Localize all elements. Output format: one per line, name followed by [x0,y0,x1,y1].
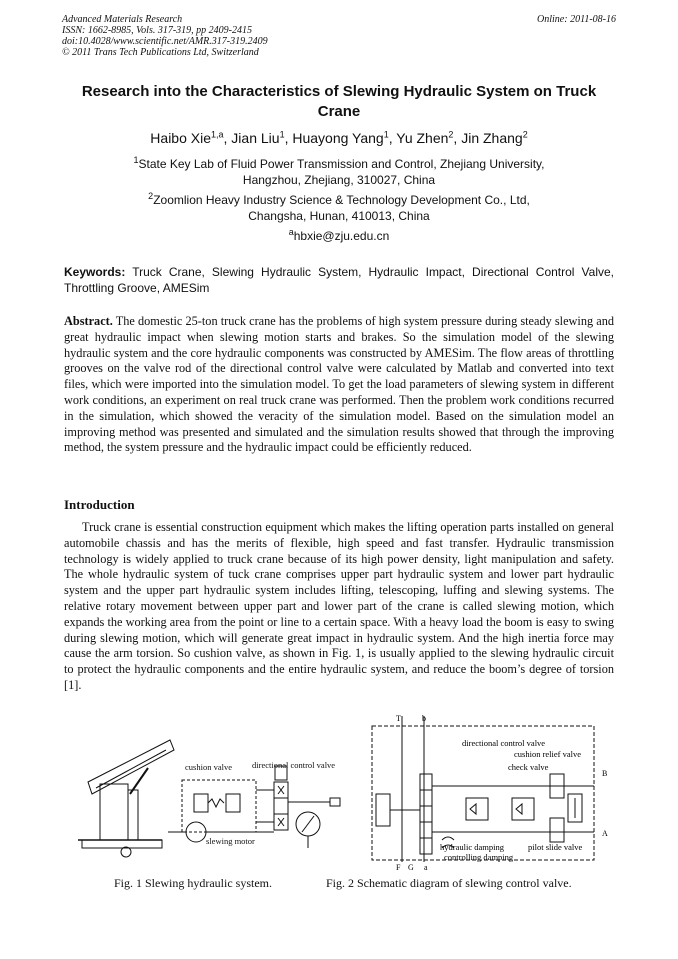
figure-1-slewing-hydraulic-system [78,722,358,870]
email-address: hbxie@zju.edu.cn [293,229,390,243]
figure-2-caption: Fig. 2 Schematic diagram of slewing control valve. [326,876,572,890]
author-sup: 1 [383,129,389,140]
author-sup: 1 [279,129,285,140]
author-name: Jian Liu [231,130,280,146]
fig1-label-slewing-motor: slewing motor [206,836,255,846]
turntable-body [128,790,138,840]
journal-name: Advanced Materials Research [62,14,183,25]
cushion-valve-left [194,794,208,812]
fig2-port-F: F [396,863,401,872]
fig2-port-T: T [396,714,401,723]
abstract [64,314,614,456]
author-sup: 2 [448,129,454,140]
side-relief-valve [376,794,390,826]
fig2-port-B: B [602,769,608,778]
fig2-port-A: A [602,829,608,838]
turntable-column [100,784,128,840]
section-heading-introduction: Introduction [64,497,135,512]
affiliation-line: Hangzhou, Zhejiang, 310027, China [242,173,436,187]
doi-line: doi:10.4028/www.scientific.net/AMR.317-319.2409 [62,36,268,47]
issn-line: ISSN: 1662-8985, Vols. 317-319, pp 2409-2415 [62,25,252,36]
fig2-label-controlling-damping: controlling damping [444,852,514,862]
keywords-label: Keywords: [64,265,126,279]
figure-1-caption: Fig. 1 Slewing hydraulic system. [114,876,272,890]
main-spool [420,774,432,854]
cushion-spring [208,799,224,807]
cushion-valve-right [226,794,240,812]
journal-header [62,14,268,58]
check-valve-symbol [470,804,508,814]
pump-arrow [302,816,314,832]
fig2-label-hydraulic-damping: hydraulic damping [440,842,504,852]
cushion-relief-valve-lower [550,818,564,842]
affiliation-line: Zoomlion Heavy Industry Science & Technology Development Co., Ltd, [153,193,530,207]
author-sup: 2 [522,129,528,140]
author-name: Yu Zhen [396,130,449,146]
copyright-line: © 2011 Trans Tech Publications Ltd, Switzerland [62,47,259,58]
affiliation-2 [64,192,614,224]
valve-arrows [278,786,284,826]
author-list: Haibo Xie$^{1,a}$, Jian Liu$^1$, Huayong Yang$^1$, Yu Zhen$^2$, Jin Zhang$^2$ [150,129,528,146]
introduction-paragraph: Truck crane is essential construction equipment which makes the lifting operation parts installed on general automobile chassis and has the merits of flexible, high speed and fast transfer. Hydraulic transmission technology is widely applied to truck crane because of its high power density, light manipulation and safety. The whole hydraulic system of tuck crane comprises upper part hydraulic system and lower part hydraulic system and the upper part hydraulic system includes lifting, telescoping, luffing and slewing systems. The relative rotary movement between upper part and lower part of the crane is called slewing motion, which expands the working area from the point or line to a certain space. With a heavy load the boom is easy to swing during slewing motion, which will generate great impact in hydraulic system. And the high inertia force may cause the arm torsion. So cushion valve, as shown in Fig. 1, is usually applied to the slewing hydraulic circuit to protect the hydraulic components and the entire hydraulic system, and reduce the boom’s degree of torsion [1]. [64,520,614,692]
tank-port [330,798,340,806]
affiliation-1 [64,156,614,188]
fig2-port-a: a [424,863,428,872]
author-name: Haibo Xie [150,130,211,146]
cushion-valve-block [182,780,256,832]
fig1-label-directional-valve: directional control valve [252,760,336,770]
chassis-frame [82,840,162,848]
affiliation-line: State Key Lab of Fluid Power Transmission and Control, Zhejiang University, [138,157,545,171]
author-name: Jin Zhang [461,130,523,146]
check-valve-symbol [516,804,522,814]
fig2-label-directional-valve: directional control valve [462,738,546,748]
abstract-label: Abstract. [64,314,113,328]
keywords-text: Truck Crane, Slewing Hydraulic System, Hydraulic Impact, Directional Control Valve, Throttling Groove, AMESim [64,265,614,295]
paper-title: Research into the Characteristics of Slewing Hydraulic System on Truck Crane [81,83,597,120]
author-sup: 1,a [211,129,224,140]
figure-2-slewing-control-valve [362,712,620,872]
hydraulic-damping-symbol [442,837,454,840]
affiliation-sup: 2 [148,191,154,201]
affiliation-line: Changsha, Hunan, 410013, China [248,209,430,223]
author-name: Huayong Yang [292,130,384,146]
fig1-label-cushion-valve: cushion valve [185,762,232,772]
boom-inner-line [96,750,166,788]
keywords [64,264,614,296]
fig2-label-check-valve: check valve [508,762,549,772]
online-date: Online: 2011-08-16 [537,14,616,25]
email-sup: a [288,227,294,237]
abstract-text: The domestic 25-ton truck crane has the problems of high system pressure during steady slewing and great hydraulic impact when slewing motion starts and brakes. So the simulation model of the slewing hydraulic system and the core hydraulic components was constructed by AMESim. The flow areas of throttling grooves on the valve rod of the directional control valve were calculated by Matlab and converted into text files, which were imported into the simulation model. To get the load parameters of slewing system in different work conditions, an experiment on real truck crane was performed. Then the problem work conditions recurred in the simulation, which showed the veracity of the simulation model. Based on the simulation model an improving method was presented and simulated and the simulation results showed that through the improving method, the system pressure and the hydraulic impact could be efficiently reduced. [64,314,614,455]
email-line [64,228,614,244]
affiliation-sup: 1 [133,155,139,165]
fig2-port-G: G [408,863,414,872]
fig2-port-b: b [422,714,426,723]
fig2-label-pilot-slide-valve: pilot slide valve [528,842,583,852]
fig2-label-cushion-relief-valve: cushion relief valve [514,749,582,759]
